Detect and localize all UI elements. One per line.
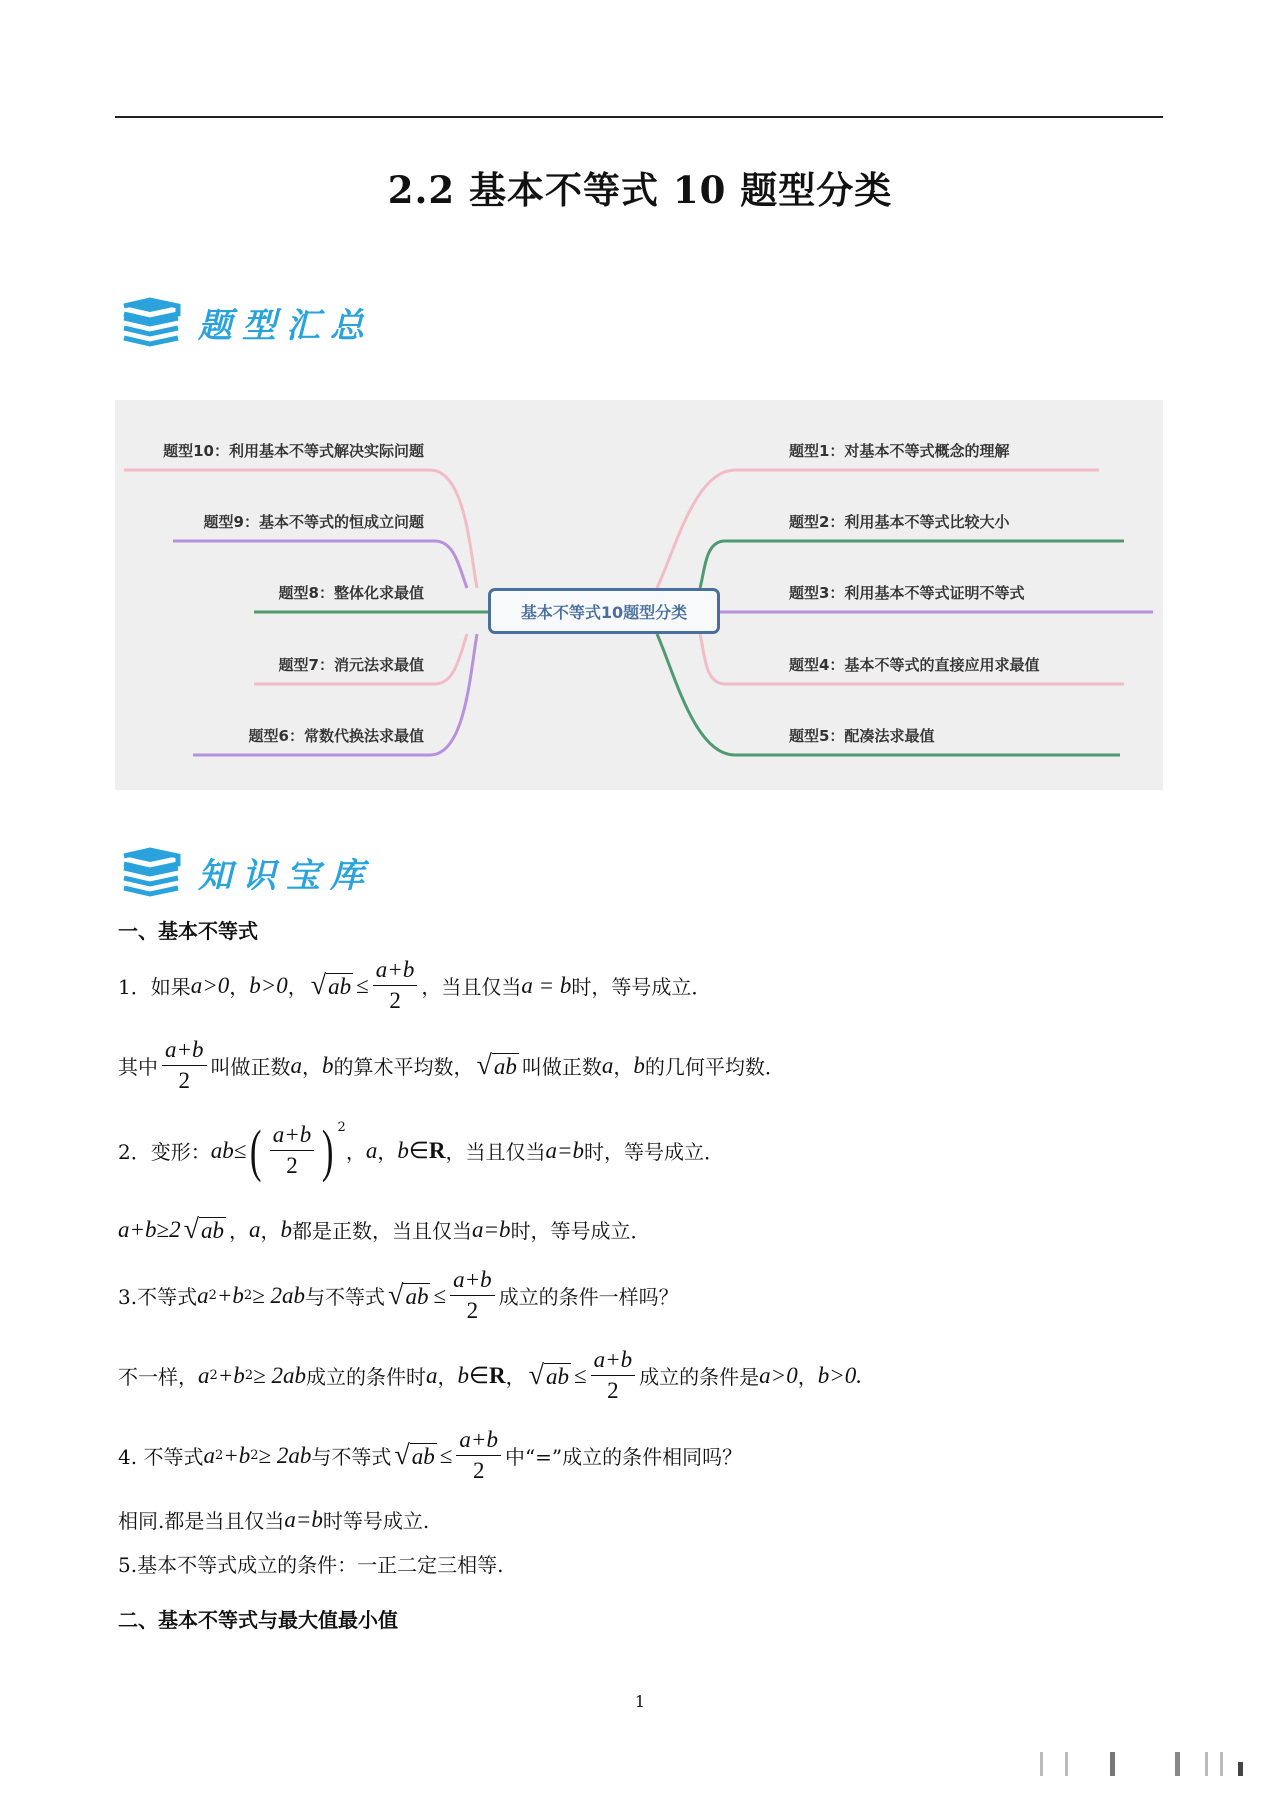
text: ，当且仅当: [445, 1140, 546, 1164]
text: ，: [287, 975, 308, 999]
mindmap-node-3: 题型3：利用基本不等式证明不等式: [789, 584, 1025, 602]
text: 相同.都是当且仅当: [118, 1509, 285, 1533]
math: ≤: [433, 1282, 447, 1308]
paragraph-2: [118, 1035, 785, 1096]
math: b: [457, 1362, 469, 1388]
section-header-knowledge: [120, 842, 374, 902]
mindmap-node-2: 题型2：利用基本不等式比较大小: [789, 513, 1010, 531]
denominator: 2: [466, 1298, 479, 1323]
math: a: [203, 1442, 215, 1468]
fraction: [450, 1265, 495, 1326]
branch-9: [173, 541, 467, 588]
text: ，: [437, 1365, 458, 1389]
math: a: [249, 1216, 261, 1242]
exponent: 2: [208, 1288, 217, 1303]
fraction: [456, 1425, 501, 1486]
sqrt-expression: [394, 1439, 436, 1471]
mindmap-center-node: 基本不等式10题型分类: [488, 588, 720, 634]
mindmap-node-10: 题型10：利用基本不等式解决实际问题: [163, 442, 424, 460]
radical-sign: √: [388, 1279, 404, 1311]
math: ab≤: [210, 1137, 247, 1163]
math: a: [601, 1052, 614, 1078]
left-paren: (: [250, 1117, 262, 1183]
text: 叫做正数: [521, 1055, 602, 1079]
math: a+b≥2: [118, 1216, 181, 1242]
math: ≤: [356, 972, 369, 998]
math: +b: [217, 1362, 245, 1388]
radical-sign: √: [528, 1359, 545, 1391]
stacked-books-icon: [120, 846, 182, 898]
math: ≥ 2ab: [253, 1362, 306, 1388]
math: a=b: [545, 1137, 585, 1163]
mindmap-node-1: 题型1：对基本不等式概念的理解: [789, 442, 1010, 460]
text: ，: [613, 1055, 634, 1079]
text: ，: [377, 1140, 398, 1164]
paragraph-9: 5.基本不等式成立的条件：一正二定三相等.: [118, 1553, 504, 1577]
text: 1．如果: [118, 975, 191, 999]
math: b>0: [249, 972, 288, 998]
scan-artifact: [995, 1750, 1245, 1780]
text: ，: [260, 1219, 281, 1243]
denominator: 2: [472, 1458, 485, 1483]
radical-sign: √: [476, 1049, 492, 1081]
mindmap-node-7: 题型7：消元法求最值: [278, 656, 424, 674]
mindmap-node-6: 题型6：常数代换法求最值: [248, 727, 424, 745]
paragraph-3: [118, 1117, 725, 1183]
right-paren: ): [322, 1117, 334, 1183]
math: ∈: [468, 1362, 490, 1388]
math: b: [397, 1137, 409, 1163]
math: a: [197, 1282, 209, 1308]
radical-sign: √: [310, 969, 327, 1001]
sqrt-expression: [388, 1279, 430, 1311]
exponent: 2: [250, 1448, 259, 1463]
math: b: [322, 1052, 334, 1078]
sqrt-expression: [476, 1049, 519, 1081]
numerator: a+b: [591, 1345, 636, 1376]
text: 的算术平均数，: [333, 1055, 474, 1079]
text: ，: [345, 1140, 366, 1164]
radicand: ab: [201, 1217, 225, 1243]
exponent: 2: [244, 1368, 254, 1383]
denominator: 2: [389, 988, 401, 1013]
paragraph-5: [118, 1265, 679, 1326]
math: ≤: [574, 1362, 587, 1388]
math: ≥ 2ab: [252, 1282, 306, 1308]
text: 叫做正数: [210, 1055, 291, 1079]
math: b: [280, 1216, 293, 1242]
text: ，: [505, 1365, 526, 1389]
numerator: a+b: [456, 1425, 501, 1456]
sqrt-expression: [183, 1213, 226, 1245]
paragraph-1: [118, 955, 711, 1016]
denominator: 2: [286, 1153, 298, 1178]
math: a: [198, 1362, 210, 1388]
numerator: a+b: [270, 1120, 315, 1151]
radicand: ab: [328, 973, 352, 999]
text: 成立的条件时: [305, 1365, 426, 1389]
fraction: [373, 955, 418, 1016]
text: 的几何平均数．: [644, 1055, 785, 1079]
text: 都是正数，当且仅当: [292, 1219, 473, 1243]
text: ，: [302, 1055, 323, 1079]
radical-sign: √: [394, 1439, 410, 1471]
numerator: a+b: [373, 955, 418, 986]
text: 与不等式: [311, 1445, 392, 1469]
branch-2: [700, 541, 1124, 588]
mindmap: [115, 400, 1163, 790]
section-title: 知识宝库: [198, 855, 374, 896]
text: 2．变形：: [118, 1140, 211, 1164]
exponent: 2: [209, 1368, 218, 1383]
sqrt-expression: [528, 1359, 571, 1391]
paragraph-7: [118, 1425, 742, 1486]
math: ≥ 2ab: [258, 1442, 312, 1468]
exponent: 2: [337, 1120, 346, 1135]
text: 4. 不等式: [118, 1445, 204, 1469]
mindmap-node-9: 题型9：基本不等式的恒成立问题: [203, 513, 424, 531]
math: a>0: [759, 1362, 798, 1388]
text: 成立的条件是: [639, 1365, 760, 1389]
sqrt-expression: [310, 969, 353, 1001]
mindmap-node-8: 题型8：整体化求最值: [278, 584, 424, 602]
radicand: ab: [546, 1363, 570, 1389]
paragraph-8: [118, 1505, 429, 1534]
math: +b: [216, 1282, 244, 1308]
math: a: [365, 1137, 378, 1163]
math: a=b: [472, 1216, 511, 1242]
exponent: 2: [243, 1288, 253, 1303]
section-header-summary: [120, 292, 374, 352]
paragraph-6: [118, 1345, 862, 1406]
text: ，: [229, 975, 250, 999]
heading-basic-inequality: 一、基本不等式: [118, 919, 258, 943]
fraction: [591, 1345, 636, 1406]
math: a>0: [190, 972, 230, 998]
math: R: [489, 1362, 506, 1388]
math: ≤: [439, 1442, 453, 1468]
text: 中“=”成立的条件相同吗？: [504, 1445, 743, 1469]
text: 时，等号成立．: [571, 975, 712, 999]
denominator: 2: [607, 1378, 619, 1403]
math: +b: [223, 1442, 251, 1468]
text: 时等号成立.: [322, 1509, 430, 1533]
text: 与不等式: [305, 1285, 386, 1309]
numerator: a+b: [162, 1035, 207, 1066]
fraction: [162, 1035, 207, 1096]
radical-sign: √: [183, 1213, 200, 1245]
math: a = b: [521, 972, 572, 998]
math: a: [425, 1362, 438, 1388]
header-rule: [115, 116, 1163, 118]
text: 不一样，: [118, 1365, 198, 1389]
radicand: ab: [493, 1053, 517, 1079]
text: ，: [797, 1365, 818, 1389]
text: ，当且仅当: [421, 975, 522, 999]
text: 其中: [118, 1055, 158, 1079]
section-title: 题型汇总: [198, 305, 374, 346]
page-title: 2.2 基本不等式 10 题型分类: [387, 168, 893, 212]
mindmap-node-5: 题型5：配凑法求最值: [789, 727, 935, 745]
radicand: ab: [411, 1443, 435, 1469]
text: 成立的条件一样吗？: [498, 1285, 679, 1309]
math: b: [633, 1052, 645, 1078]
fraction: [270, 1120, 315, 1181]
denominator: 2: [178, 1068, 191, 1093]
exponent: 2: [214, 1448, 224, 1463]
text: ，: [229, 1219, 250, 1243]
radicand: ab: [405, 1283, 429, 1309]
numerator: a+b: [450, 1265, 495, 1296]
text: 3.不等式: [118, 1285, 198, 1309]
page-number: 1: [634, 1692, 646, 1711]
mindmap-node-4: 题型4：基本不等式的直接应用求最值: [789, 656, 1040, 674]
math: a=b: [284, 1506, 323, 1532]
heading-max-min: 二、基本不等式与最大值最小值: [118, 1608, 398, 1632]
text: 时，等号成立．: [584, 1140, 725, 1164]
math: b>0.: [817, 1362, 862, 1388]
math: ∈: [408, 1137, 429, 1163]
text: 时，等号成立．: [510, 1219, 651, 1243]
paragraph-4: [118, 1215, 651, 1244]
math: a: [290, 1052, 303, 1078]
stacked-books-icon: [120, 296, 182, 348]
math: R: [428, 1137, 446, 1163]
